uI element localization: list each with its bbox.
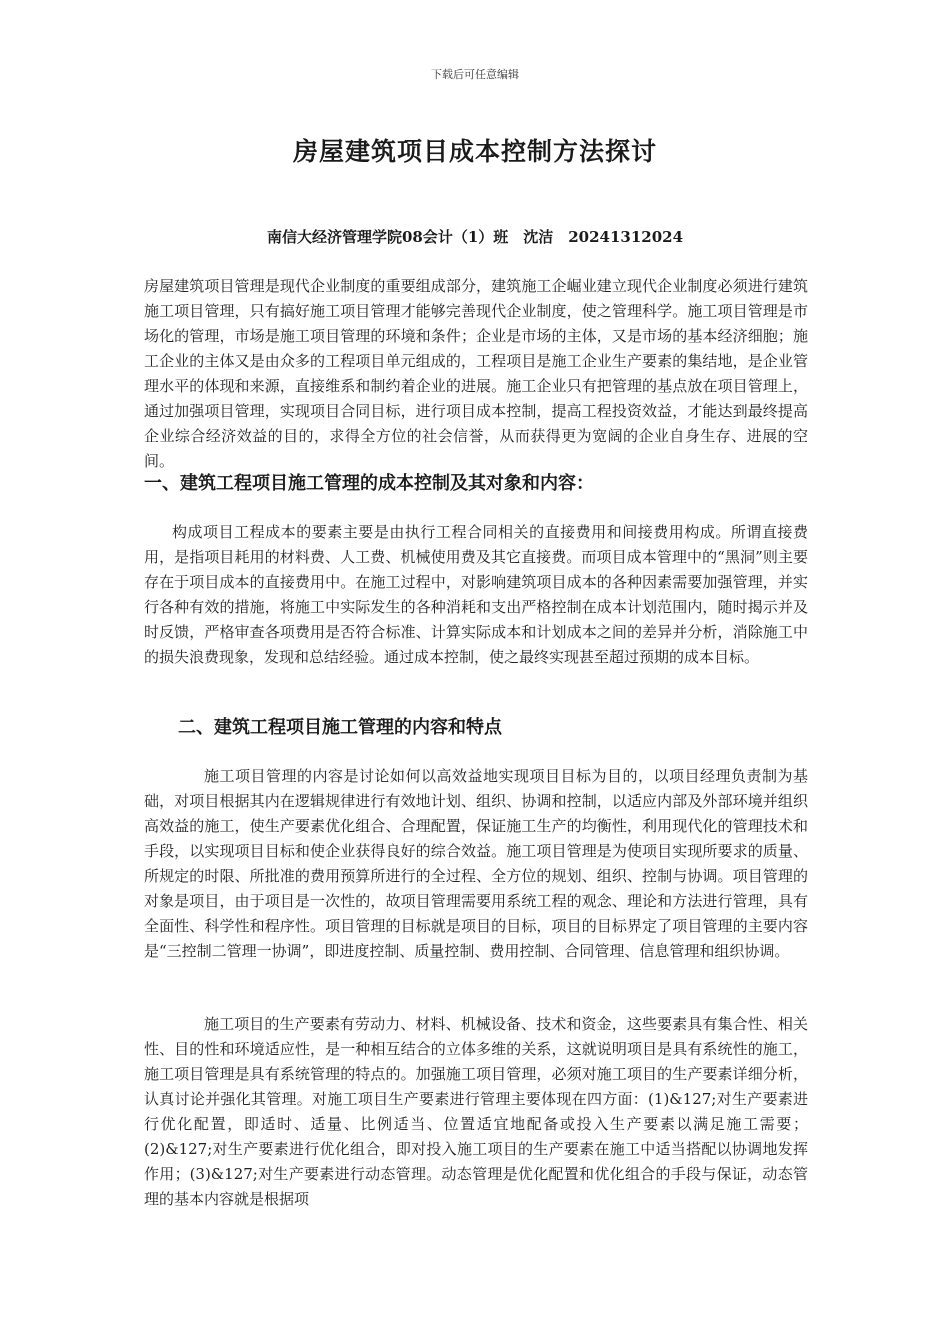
- section-1-paragraph: 构成项目工程成本的要素主要是由执行工程合同相关的直接费用和间接费用构成。所谓直接费用，是指项目耗用的材料费、人工费、机械使用费及其它直接费。而项目成本管理中的“黑洞”则主要存在于项目成本的直接费用中。在施工过程中，对影响建筑项目成本的各种因素需要加强管理，并实行各种有效的措施，将施工中实际发生的各种消耗和支出严格控制在成本计划范围内，随时揭示并及时反馈，严格审查各项费用是否符合标准、计算实际成本和计划成本之间的差异并分析，消除施工中的损失浪费现象，发现和总结经验。通过成本控制，使之最终实现甚至超过预期的成本目标。: [144, 523, 808, 666]
- page-title: 房屋建筑项目成本控制方法探讨: [292, 137, 657, 166]
- section-2-heading: 二、建筑工程项目施工管理的内容和特点: [178, 717, 502, 738]
- section-2-paragraph-2: 施工项目的生产要素有劳动力、材料、机械设备、技术和资金，这些要素具有集合性、相关性、目的性和环境适应性，是一种相互结合的立体多维的关系，这就说明项目是具有系统性的施工，施工项目管理是具有系统管理的特点的。加强施工项目管理，必须对施工项目的生产要素详细分析，认真讨论并强化其管理。对施工项目生产要素进行管理主要体现在四方面：(1)&127;对生产要素进行优化配置，即适时、适量、比例适当、位置适宜地配备或投入生产要素以满足施工需要；(2)&127;对生产要素进行优化组合，即对投入施工项目的生产要素在施工中适当搭配以协调地发挥作用；(3)&127;对生产要素进行动态管理。动态管理是优化配置和优化组合的手段与保证，动态管理的基本内容就是根据项: [144, 1015, 808, 1208]
- intro-paragraph: 房屋建筑项目管理是现代企业制度的重要组成部分，建筑施工企崛业建立现代企业制度必须进行建筑施工项目管理，只有搞好施工项目管理才能够完善现代企业制度，使之管理科学。施工项目管理是市场化的管理，市场是施工项目管理的环境和条件；企业是市场的主体，又是市场的基本经济细胞；施工企业的主体又是由众多的工程项目单元组成的，工程项目是施工企业生产要素的集结地，是企业管理水平的体现和来源，直接维系和制约着企业的进展。施工企业只有把管理的基点放在项目管理上，通过加强项目管理，实现项目合同目标，进行项目成本控制，提高工程投资效益，才能达到最终提高企业综合经济效益的目的，求得全方位的社会信誉，从而获得更为宽阔的企业自身生存、进展的空间。: [144, 277, 808, 470]
- section-2-paragraph-1: 施工项目管理的内容是讨论如何以高效益地实现项目目标为目的，以项目经理负责制为基础，对项目根据其内在逻辑规律进行有效地计划、组织、协调和控制，以适应内部及外部环境并组织高效益的施工，使生产要素优化组合、合理配置，保证施工生产的均衡性，利用现代化的管理技术和手段，以实现项目目标和使企业获得良好的综合效益。施工项目管理是为使项目实现所要求的质量、所规定的时限、所批准的费用预算所进行的全过程、全方位的规划、组织、控制与协调。项目管理的对象是项目，由于项目是一次性的，故项目管理需要用系统工程的观念、理论和方法进行管理，具有全面性、科学性和程序性。项目管理的目标就是项目的目标，项目的目标界定了项目管理的主要内容是“三控制二管理一协调”，即进度控制、质量控制、费用控制、合同管理、信息管理和组织协调。: [144, 767, 808, 960]
- section-1-heading: 一、建筑工程项目施工管理的成本控制及其对象和内容：: [144, 473, 594, 494]
- header-note: 下载后可任意编辑: [431, 68, 519, 81]
- author-line: 南信大经济管理学院08会计（1）班 沈洁 20241312024: [266, 228, 684, 246]
